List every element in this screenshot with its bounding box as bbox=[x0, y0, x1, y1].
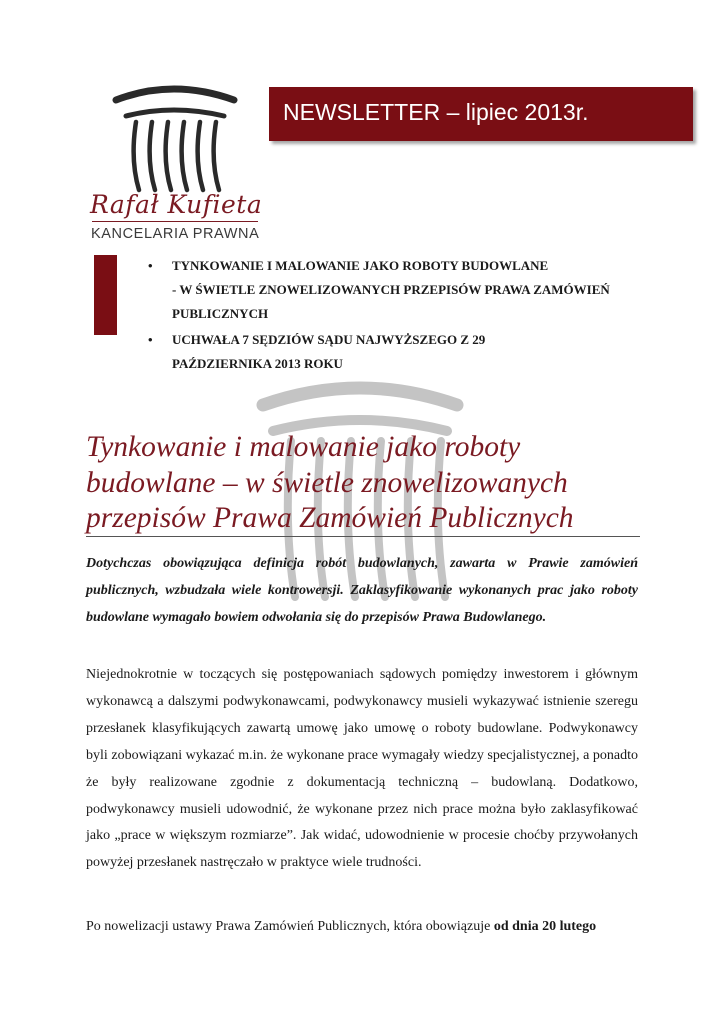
toc-item[interactable] bbox=[148, 254, 628, 326]
newsletter-title: NEWSLETTER – lipiec 2013r. bbox=[283, 99, 589, 125]
logo-subtitle: KANCELARIA PRAWNA bbox=[91, 226, 260, 242]
logo-script-name: Rafał Kufieta bbox=[90, 190, 263, 219]
toc-item[interactable] bbox=[148, 328, 628, 376]
article-paragraph bbox=[86, 914, 646, 940]
toc-item-line: UCHWAŁA 7 SĘDZIÓW SĄDU NAJWYŻSZEGO Z 29 PAŹDZIERNIKA 2013 ROKU bbox=[172, 332, 486, 371]
title-underline bbox=[86, 536, 640, 537]
paragraph-emphasis: od dnia 20 lutego bbox=[493, 919, 597, 934]
newsletter-banner bbox=[269, 87, 693, 141]
toc-list bbox=[148, 254, 628, 376]
article-lead: Dotychczas obowiązująca definicja robót budowlanych, zawarta w Prawie zamówień publicznych, wzbudzała wiele kontrowersji. Zaklasyfikowanie wykonanych prac jako roboty budowlane wymagało bowiem odwołania się do przepisów Prawa Budowlanego. bbox=[86, 556, 638, 625]
article-title: Tynkowanie i malowanie jako roboty budowlane – w świetle znowelizowanych przepisów Prawa Zamówień Publicznych bbox=[86, 431, 574, 534]
paragraph-text: Po nowelizacji ustawy Prawa Zamówień Publicznych, która obowiązuje bbox=[86, 919, 491, 934]
bullet-icon: • bbox=[148, 258, 153, 273]
toc-item-line: - W ŚWIETLE ZNOWELIZOWANYCH PRZEPISÓW PRAWA ZAMÓWIEŃ PUBLICZNYCH bbox=[172, 282, 610, 321]
toc-item-line: TYNKOWANIE I MALOWANIE JAKO ROBOTY BUDOWLANE bbox=[172, 258, 549, 273]
logo-divider bbox=[92, 221, 258, 222]
article-paragraph: Niejednokrotnie w toczących się postępowaniach sądowych pomiędzy inwestorem i głównym wykonawcą a dalszymi podwykonawcami, podwykonawcy musieli wykazywać istnienie szeregu przesłanek klasyfikujących zawartą umowę jako umowę o roboty budowlane. Podwykonawcy byli zobowiązani wykazać m.in. że wykonane prace wymagały wiedzy specjalistycznej, a ponadto że były realizowane zgodnie z dokumentacją techniczną – budowlaną. Dodatkowo, podwykonawcy musieli udowodnić, że wykonane przez nich prace można było zaklasyfikować jako „prace w większym rozmiarze”. Jak widać, udowodnienie w procesie choćby przywołanych powyżej przesłanek nastręczało w praktyce wiele trudności. bbox=[86, 667, 638, 871]
accent-bar bbox=[94, 255, 117, 335]
bullet-icon: • bbox=[148, 332, 153, 347]
